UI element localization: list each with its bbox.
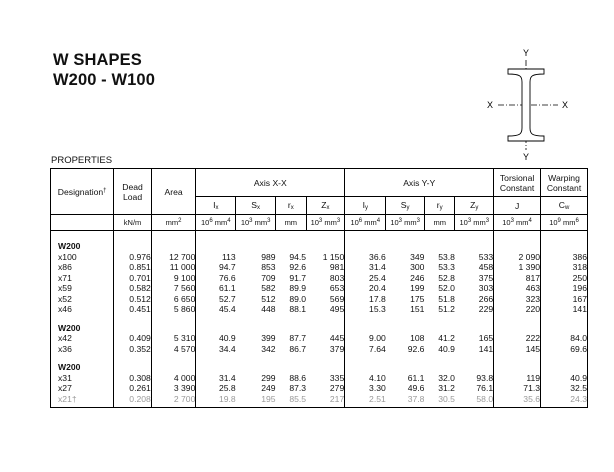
- cell-area: 9 100: [151, 273, 196, 284]
- cell-dead-load: 0.409: [114, 333, 152, 344]
- cell-j: 817: [494, 273, 541, 284]
- cell-ix: 25.8: [218, 383, 236, 393]
- cell-sx: 853: [261, 262, 276, 272]
- title-line-2: W200 - W100: [53, 71, 155, 89]
- cell-zy: 303: [455, 283, 494, 294]
- group-header-row: [51, 362, 588, 373]
- cell-cw: 32.5: [541, 383, 588, 394]
- symbol-j: J: [494, 197, 541, 215]
- cell-designation: x36: [51, 344, 114, 355]
- unit-zy: $10^3$ $mm^3$: [455, 215, 494, 231]
- cell-designation: x59: [51, 283, 114, 294]
- table-row: [51, 283, 588, 294]
- cell-j: 463: [494, 283, 541, 294]
- cell-cw: 250: [541, 273, 588, 284]
- symbol-iy: $I_y$: [345, 197, 386, 215]
- cell-cw: 318: [541, 262, 588, 273]
- axis-x-right-label: X: [561, 100, 569, 110]
- cell-iy: 9.00: [369, 333, 386, 343]
- symbol-rx: $r_x$: [276, 197, 306, 215]
- cell-iy: 36.6: [369, 251, 386, 262]
- cell-j: 1 390: [494, 262, 541, 273]
- cell-ix: 31.4: [218, 372, 236, 383]
- cell-dead-load: 0.208: [114, 394, 152, 405]
- unit-sy: $10^3$ $mm^3$: [386, 215, 425, 231]
- cell-rx: 88.1: [289, 304, 307, 314]
- cell-zx: 569: [306, 294, 345, 305]
- cell-iy: 15.3: [369, 304, 386, 314]
- header-torsional: Torsional Constant: [494, 169, 541, 197]
- cell-rx: 91.7: [289, 272, 307, 283]
- cell-sy: 349: [410, 251, 425, 262]
- cell-dead-load: 0.261: [114, 383, 152, 394]
- cell-sy: 37.8: [407, 393, 425, 404]
- unit-rx: mm: [276, 215, 306, 231]
- cell-iy: 25.4: [369, 272, 386, 283]
- cell-ry: 30.5: [438, 393, 455, 404]
- unit-j: $10^3$ $mm^4$: [494, 215, 541, 231]
- table-row: [51, 252, 588, 263]
- cell-sx: 448: [261, 304, 276, 314]
- cell-iy: 2.51: [369, 393, 386, 404]
- cell-rx: 89.0: [289, 293, 307, 304]
- cell-designation: x42: [51, 333, 114, 344]
- cell-area: 4 000: [151, 373, 196, 384]
- cell-cw: 40.9: [541, 373, 588, 384]
- cell-zx: 335: [306, 373, 345, 384]
- cell-sx: 342: [261, 343, 276, 354]
- cell-sx: 709: [261, 272, 276, 283]
- cell-ry: 41.2: [438, 333, 455, 343]
- unit-zx: $10^3$ $mm^3$: [306, 215, 345, 231]
- cell-rx: 92.6: [289, 262, 307, 272]
- cell-sx: 989: [261, 251, 276, 262]
- cell-cw: 24.3: [541, 394, 588, 405]
- symbol-ry: $r_y$: [424, 197, 454, 215]
- unit-designation: [51, 215, 114, 231]
- cell-zy: 375: [455, 273, 494, 284]
- cell-rx: 85.5: [289, 393, 307, 404]
- cell-cw: 141: [541, 304, 588, 315]
- cell-zx: 279: [306, 383, 345, 394]
- properties-table-body: [51, 231, 588, 408]
- group-name: W200: [51, 241, 114, 252]
- cell-zx: 1 150: [306, 252, 345, 263]
- cell-ix: 19.8: [218, 393, 236, 404]
- table-bottom: [51, 404, 588, 408]
- cell-zx: 653: [306, 283, 345, 294]
- cell-designation: x100: [51, 252, 114, 263]
- cell-ix: 52.7: [218, 293, 236, 304]
- cell-dead-load: 0.851: [114, 262, 152, 273]
- cell-designation: x21†: [51, 394, 114, 405]
- table-row: [51, 333, 588, 344]
- unit-cw: $10^9$ $mm^6$: [541, 215, 588, 231]
- table-row: [51, 344, 588, 355]
- table-row: [51, 273, 588, 284]
- cell-dead-load: 0.352: [114, 344, 152, 355]
- table-row: [51, 394, 588, 405]
- cell-ry: 51.2: [438, 304, 455, 314]
- table-row: [51, 304, 588, 315]
- unit-area: $mm^2$: [151, 215, 196, 231]
- group-header-row: [51, 323, 588, 334]
- cell-iy: 17.8: [369, 293, 386, 304]
- table-row: [51, 383, 588, 394]
- header-dead-load: Dead Load: [114, 169, 152, 215]
- cell-sy: 246: [410, 272, 425, 283]
- cell-cw: 69.6: [541, 344, 588, 355]
- cell-dead-load: 0.512: [114, 294, 152, 305]
- cell-j: 119: [494, 373, 541, 384]
- cell-iy: 4.10: [369, 372, 386, 383]
- title-line-1: W SHAPES: [53, 51, 142, 69]
- cell-ix: 40.9: [218, 333, 236, 343]
- cell-area: 12 700: [151, 252, 196, 263]
- cell-sy: 300: [410, 262, 425, 272]
- cell-designation: x71: [51, 273, 114, 284]
- symbol-sx: $S_x$: [236, 197, 276, 215]
- cell-ry: 51.8: [438, 293, 455, 304]
- cell-ry: 40.9: [438, 343, 455, 354]
- cell-cw: 386: [541, 252, 588, 263]
- symbol-ix: $I_x$: [196, 197, 236, 215]
- cell-sx: 582: [261, 283, 276, 293]
- cell-ix: 113: [222, 251, 236, 262]
- group-name: W200: [51, 323, 114, 334]
- unit-ry: mm: [424, 215, 454, 231]
- cell-sy: 199: [410, 283, 425, 293]
- spacer-row: [51, 354, 588, 362]
- cell-zy: 458: [455, 262, 494, 273]
- table-row: [51, 373, 588, 384]
- cell-ry: 53.3: [438, 262, 455, 272]
- cell-sy: 151: [410, 304, 425, 314]
- cell-zy: 141: [455, 344, 494, 355]
- header-area: Area: [151, 169, 196, 215]
- cell-zy: 76.1: [455, 383, 494, 394]
- axis-y-top-label: Y: [522, 48, 530, 58]
- section-label: PROPERTIES: [51, 155, 113, 166]
- group-header-row: [51, 241, 588, 252]
- cell-j: 35.6: [494, 394, 541, 405]
- cell-zy: 229: [455, 304, 494, 315]
- table-row: [51, 294, 588, 305]
- cell-area: 4 570: [151, 344, 196, 355]
- group-name: W200: [51, 362, 114, 373]
- cell-ry: 53.8: [438, 251, 455, 262]
- symbol-zy: $Z_y$: [455, 197, 494, 215]
- cell-ry: 52.0: [438, 283, 455, 293]
- cell-j: 145: [494, 344, 541, 355]
- cell-ix: 45.4: [218, 304, 236, 314]
- properties-table: [50, 168, 588, 408]
- unit-iy: $10^6$ $mm^4$: [345, 215, 386, 231]
- header-designation: Designation†: [51, 169, 114, 215]
- cell-ry: 52.8: [438, 272, 455, 283]
- header-axis-xx: Axis X-X: [196, 169, 345, 197]
- cell-rx: 87.7: [289, 333, 307, 343]
- axis-y-bottom-label: Y: [522, 152, 530, 162]
- cell-sy: 61.1: [407, 372, 425, 383]
- cell-area: 3 390: [151, 383, 196, 394]
- cell-sx: 399: [261, 333, 276, 343]
- cell-ry: 31.2: [438, 383, 455, 393]
- cell-cw: 196: [541, 283, 588, 294]
- cell-sx: 195: [261, 393, 276, 404]
- header-axis-yy: Axis Y-Y: [345, 169, 494, 197]
- cell-designation: x52: [51, 294, 114, 305]
- cell-zy: 266: [455, 294, 494, 305]
- cell-iy: 20.4: [369, 283, 386, 293]
- cell-rx: 94.5: [289, 251, 307, 262]
- cell-ix: 61.1: [218, 283, 236, 293]
- symbol-cw: $C_w$: [541, 197, 588, 215]
- cell-dead-load: 0.976: [114, 252, 152, 263]
- cell-zx: 495: [306, 304, 345, 315]
- axis-x-left-label: X: [486, 100, 494, 110]
- cell-ry: 32.0: [438, 372, 455, 383]
- cell-zx: 445: [306, 333, 345, 344]
- cell-sx: 249: [261, 383, 276, 393]
- cell-rx: 89.9: [289, 283, 307, 293]
- unit-dead-load: kN/m: [114, 215, 152, 231]
- symbol-sy: $S_y$: [386, 197, 425, 215]
- cell-area: 11 000: [151, 262, 196, 273]
- cell-j: 220: [494, 304, 541, 315]
- cell-zx: 217: [306, 394, 345, 405]
- cell-designation: x31: [51, 373, 114, 384]
- cell-j: 2 090: [494, 252, 541, 263]
- symbol-zx: $Z_x$: [306, 197, 345, 215]
- cell-area: 6 650: [151, 294, 196, 305]
- cell-zx: 379: [306, 344, 345, 355]
- cell-rx: 87.3: [289, 383, 307, 393]
- spacer-row: [51, 231, 588, 242]
- cell-zy: 165: [455, 333, 494, 344]
- cell-sx: 512: [261, 293, 276, 304]
- cell-zy: 93.8: [455, 373, 494, 384]
- cell-dead-load: 0.701: [114, 273, 152, 284]
- cell-cw: 167: [541, 294, 588, 305]
- cell-ix: 34.4: [218, 343, 236, 354]
- cell-iy: 31.4: [369, 262, 386, 272]
- cell-area: 2 700: [151, 394, 196, 405]
- cell-area: 5 310: [151, 333, 196, 344]
- cell-sy: 108: [410, 333, 425, 343]
- cell-sy: 92.6: [407, 343, 425, 354]
- table-row: [51, 262, 588, 273]
- unit-ix: $10^6$ $mm^4$: [196, 215, 236, 231]
- cell-iy: 7.64: [369, 343, 386, 354]
- cell-dead-load: 0.451: [114, 304, 152, 315]
- cell-zx: 981: [306, 262, 345, 273]
- cell-zy: 58.0: [455, 394, 494, 405]
- cell-cw: 84.0: [541, 333, 588, 344]
- header-warping: Warping Constant: [541, 169, 588, 197]
- cell-j: 71.3: [494, 383, 541, 394]
- cell-ix: 94.7: [218, 262, 236, 272]
- w-shape-section-diagram: [470, 44, 580, 162]
- cell-designation: x46: [51, 304, 114, 315]
- spacer-row: [51, 315, 588, 323]
- cell-zy: 533: [455, 252, 494, 263]
- cell-dead-load: 0.582: [114, 283, 152, 294]
- cell-sx: 299: [261, 372, 276, 383]
- cell-designation: x86: [51, 262, 114, 273]
- cell-dead-load: 0.308: [114, 373, 152, 384]
- cell-sy: 175: [410, 293, 425, 304]
- cell-rx: 86.7: [289, 343, 307, 354]
- cell-ix: 76.6: [218, 272, 236, 283]
- cell-zx: 803: [306, 273, 345, 284]
- cell-j: 222: [494, 333, 541, 344]
- cell-sy: 49.6: [407, 383, 425, 393]
- cell-designation: x27: [51, 383, 114, 394]
- page-title: [53, 50, 155, 90]
- unit-sx: $10^3$ $mm^3$: [236, 215, 276, 231]
- cell-rx: 88.6: [289, 372, 307, 383]
- cell-j: 323: [494, 294, 541, 305]
- cell-iy: 3.30: [369, 383, 386, 393]
- cell-area: 5 860: [151, 304, 196, 315]
- cell-area: 7 560: [151, 283, 196, 294]
